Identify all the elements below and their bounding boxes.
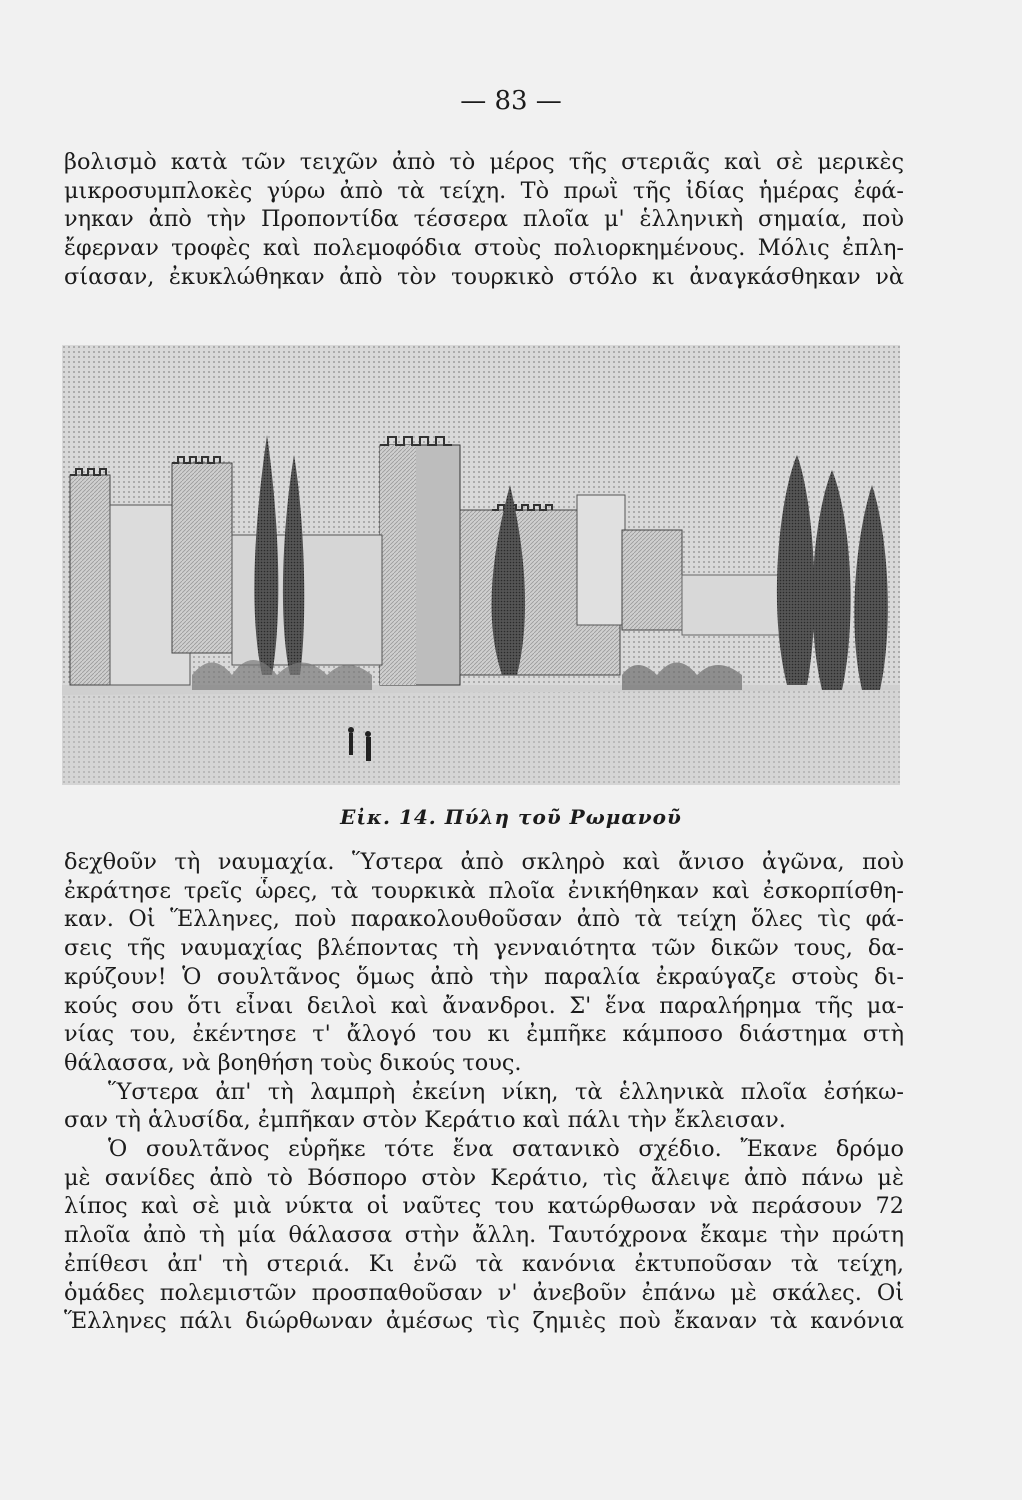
- text-line: ὁμάδες πολεμιστῶν προσπαθοῦσαν ν' ἀνεβοῦν ἐπάνω μὲ σκάλες. Οἱ: [64, 1279, 904, 1306]
- text-line: ἐπίθεσι ἀπ' τὴ στεριά. Κι ἐνῶ τὰ κανόνια ἐκτυποῦσαν τὰ τείχη,: [64, 1250, 904, 1277]
- text-line: σαν τὴ ἁλυσίδα, ἐμπῆκαν στὸν Κεράτιο καὶ πάλι τὴν ἔκλεισαν.: [64, 1107, 786, 1134]
- text-line: Ἕλληνες πάλι διώρθωναν ἀμέσως τὶς ζημιὲς ποὺ ἔκαναν τὰ κανόνια: [64, 1308, 904, 1335]
- text-line: ἐκράτησε τρεῖς ὧρες, τὰ τουρκικὰ πλοῖα ἐνικήθηκαν καὶ ἐσκορπίσθη-: [64, 877, 904, 904]
- text-line: σεις τῆς ναυμαχίας βλέποντας τὴ γενναιότητα τῶν δικῶν τους, δα-: [64, 935, 904, 962]
- fortress-illustration: [62, 345, 900, 785]
- text-line: σίασαν, ἐκυκλώθηκαν ἀπὸ τὸν τουρκικὸ στόλο κι ἀναγκάσθηκαν νὰ: [64, 263, 904, 290]
- text-line: μὲ σανίδες ἀπὸ τὸ Βόσπορο στὸν Κεράτιο, τὶς ἄλειψε ἀπὸ πάνω μὲ: [64, 1164, 904, 1191]
- page-number: — 83 —: [460, 86, 562, 116]
- text-line: Ὁ σουλτᾶνος εὑρῆκε τότε ἕνα σατανικὸ σχέδιο. Ἔκανε δρόμο: [108, 1136, 904, 1163]
- text-line: ἔφερναν τροφὲς καὶ πολεμοφόδια στοὺς πολιορκημένους. Μόλις ἐπλη-: [64, 235, 904, 262]
- text-line: βολισμὸ κατὰ τῶν τειχῶν ἀπὸ τὸ μέρος τῆς στεριᾶς καὶ σὲ μερικὲς: [64, 149, 904, 175]
- text-line: νηκαν ἀπὸ τὴν Προποντίδα τέσσερα πλοῖα μ' ἑλληνικὴ σημαία, ποὺ: [64, 206, 904, 233]
- text-line: καν. Οἱ Ἕλληνες, ποὺ παρακολουθοῦσαν ἀπὸ τὰ τείχη ὅλες τὶς φά-: [64, 906, 904, 933]
- text-line: πλοῖα ἀπὸ τὴ μία θάλασσα στὴν ἄλλη. Ταυτόχρονα ἔκαμε τὴν πρώτη: [64, 1222, 904, 1249]
- fortress-walls-image: [62, 345, 900, 785]
- figure-caption: Εἰκ. 14. Πύλη τοῦ Ρωμανοῦ: [340, 805, 682, 829]
- top-paragraph: [64, 148, 904, 292]
- text-line: Ὕστερα ἀπ' τὴ λαμπρὴ ἐκείνη νίκη, τὰ ἑλληνικὰ πλοῖα ἐσήκω-: [108, 1078, 904, 1105]
- bottom-paragraphs: [64, 848, 904, 1336]
- text-line: κρύζουν! Ὁ σουλτᾶνος ὅμως ἀπὸ τὴν παραλία ἐκραύγαζε στοὺς δι-: [64, 963, 904, 990]
- text-line: δεχθοῦν τὴ ναυμαχία. Ὕστερα ἀπὸ σκληρὸ καὶ ἄνισο ἀγῶνα, ποὺ: [64, 849, 904, 875]
- text-line: θάλασσα, νὰ βοηθήση τοὺς δικούς τους.: [64, 1049, 522, 1076]
- text-line: κούς σου ὅτι εἶναι δειλοὶ καὶ ἄνανδροι. Σ' ἕνα παραλήρημα τῆς μα-: [64, 992, 904, 1019]
- text-line: μικροσυμπλοκὲς γύρω ἀπὸ τὰ τείχη. Τὸ πρωῒ τῆς ἰδίας ἡμέρας ἐφά-: [64, 177, 904, 204]
- text-line: λίπος καὶ σὲ μιὰ νύκτα οἱ ναῦτες του κατώρθωσαν νὰ περάσουν 72: [64, 1193, 904, 1220]
- text-line: νίας του, ἐκέντησε τ' ἄλογό του κι ἐμπῆκε κάμποσο διάστημα στὴ: [64, 1021, 904, 1048]
